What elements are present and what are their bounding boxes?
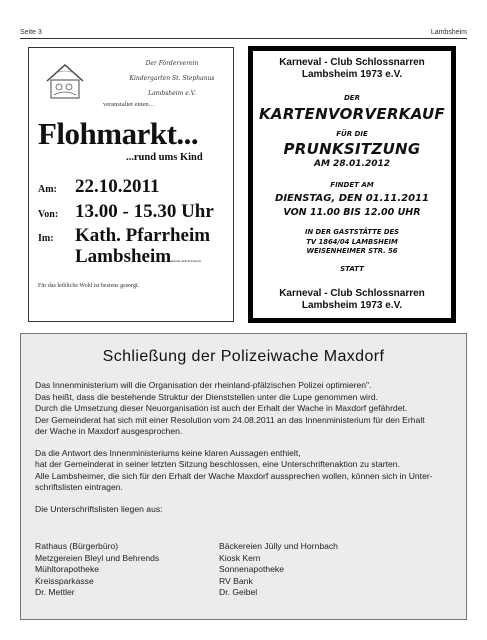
place-line-1: IN DER GASTSTÄTTE DES [304, 228, 400, 236]
kartenvorverkauf-text: KARTENVORVERKAUF [259, 105, 445, 123]
flohmarkt-footer: Für das leibliche Wohl ist bestens gesorgt. [38, 283, 140, 289]
location-row [38, 225, 210, 247]
assoc-line-1: Der Förderverein [145, 60, 199, 67]
sale-place [253, 228, 451, 257]
body-line: Das Innenministerium will die Organisation der rheinland-pfälzischen Polizei optimieren". [35, 380, 372, 390]
body-line: Alle Lambsheimer, die sich für den Erhalt der Wache Maxdorf aussprechen wollen, können sich in Unter- [35, 470, 433, 481]
list-item: Dr. Geibel [219, 587, 258, 598]
fuer-die-text: FÜR DIE [336, 130, 368, 138]
list-item: Kreissparkasse [35, 575, 94, 586]
club-top-line-1: Karneval - Club Schlossnarren [279, 57, 425, 68]
header-place: Lambsheim [430, 29, 467, 36]
list-item: Rathaus (Bürgerbüro) [35, 541, 119, 551]
association-name [113, 56, 231, 101]
time-label: Von: [38, 209, 59, 220]
assoc-line-2: Kindergarten St. Stephanus [129, 75, 215, 82]
club-bottom-line-1: Karneval - Club Schlossnarren [279, 288, 425, 299]
polizeiwache-article [20, 333, 467, 620]
list-item: Bäckereien Jülly und Hornbach [219, 541, 338, 551]
date-row [38, 176, 159, 198]
findet-am-text: FINDET AM [330, 181, 374, 189]
list-item: RV Bank [219, 575, 253, 586]
statt-text: STATT [340, 265, 364, 273]
location-town-text: Lambsheim [75, 246, 172, 267]
time-row [38, 201, 214, 223]
body-line: hat der Gemeinderat in seiner letzten Sitzung beschlossen, eine Unterschriftenaktion zu starten. [35, 459, 400, 469]
club-top-line-2: Lambsheim 1973 e.V. [301, 69, 403, 80]
presents-text: veranstaltet einen… [103, 101, 156, 108]
body-line: Durch die Umsetzung dieser Neuorganisation ist auch der Erhalt der Wache in Maxdorf gefährdet. [35, 403, 408, 413]
karneval-ad [248, 46, 456, 323]
sale-date: DIENSTAG, DEN 01.11.2011 [275, 193, 429, 204]
lists-intro: Die Unterschriftslisten liegen aus: [35, 503, 163, 514]
assoc-line-3: Lambsheim e.V. [148, 90, 196, 97]
location-note: (hinter dem Kirchen) [171, 259, 201, 263]
location-label: Im: [38, 233, 54, 244]
body-line: Da die Antwort des Innenministeriums keine klaren Aussagen enthielt, [35, 447, 301, 458]
list-item: Metzgereien Bleyl und Behrends [35, 552, 160, 563]
locations-column-2 [219, 541, 419, 599]
kindergarten-logo-icon [44, 61, 86, 101]
body-line: Das heißt, dass die bestehende Struktur der Dienststellen unter die Lupe genommen wird. [35, 391, 378, 402]
club-bottom-line-2: Lambsheim 1973 e.V. [301, 300, 403, 311]
flohmarkt-subtitle: ...rund ums Kind [126, 152, 203, 163]
header-divider [20, 38, 467, 39]
flohmarkt-ad [28, 47, 234, 322]
list-item: Dr. Mettler [35, 587, 75, 598]
location-value: Kath. Pfarrheim [75, 225, 211, 246]
sale-time: VON 11.00 BIS 12.00 UHR [283, 207, 421, 218]
karneval-ad-inner [252, 50, 452, 319]
place-line-2: TV 1864/04 LAMBSHEIM [306, 237, 398, 246]
body-line: Der Gemeinderat hat sich mit einer Resolution vom 24.08.2011 an das Innenministerium für den Erhalt [35, 414, 425, 425]
der-text: DER [344, 94, 360, 102]
page-number: Seite 3 [20, 29, 42, 36]
body-line: schriftslisten eintragen. [35, 482, 123, 492]
location-town [75, 246, 201, 268]
article-body [35, 380, 455, 515]
place-line-3: WEISENHEIMER STR. 56 [306, 247, 398, 255]
event-date: AM 28.01.2012 [314, 159, 390, 169]
body-line: der Wache in Maxdorf ausgesprochen. [35, 426, 183, 436]
locations-column-1 [35, 541, 215, 599]
article-title: Schließung der Polizeiwache Maxdorf [102, 348, 385, 365]
list-item: Kiosk Kern [219, 552, 261, 563]
club-name-top [253, 57, 451, 81]
date-label: Am: [38, 184, 57, 195]
club-name-bottom [253, 288, 451, 312]
prunksitzung-text: PRUNKSITZUNG [283, 140, 421, 158]
date-value: 22.10.2011 [75, 176, 160, 197]
flohmarkt-title: Flohmarkt... [38, 116, 199, 151]
list-item: Sonnenapotheke [219, 564, 284, 575]
time-value: 13.00 - 15.30 Uhr [75, 201, 214, 222]
list-item: Mühltorapotheke [35, 564, 100, 575]
